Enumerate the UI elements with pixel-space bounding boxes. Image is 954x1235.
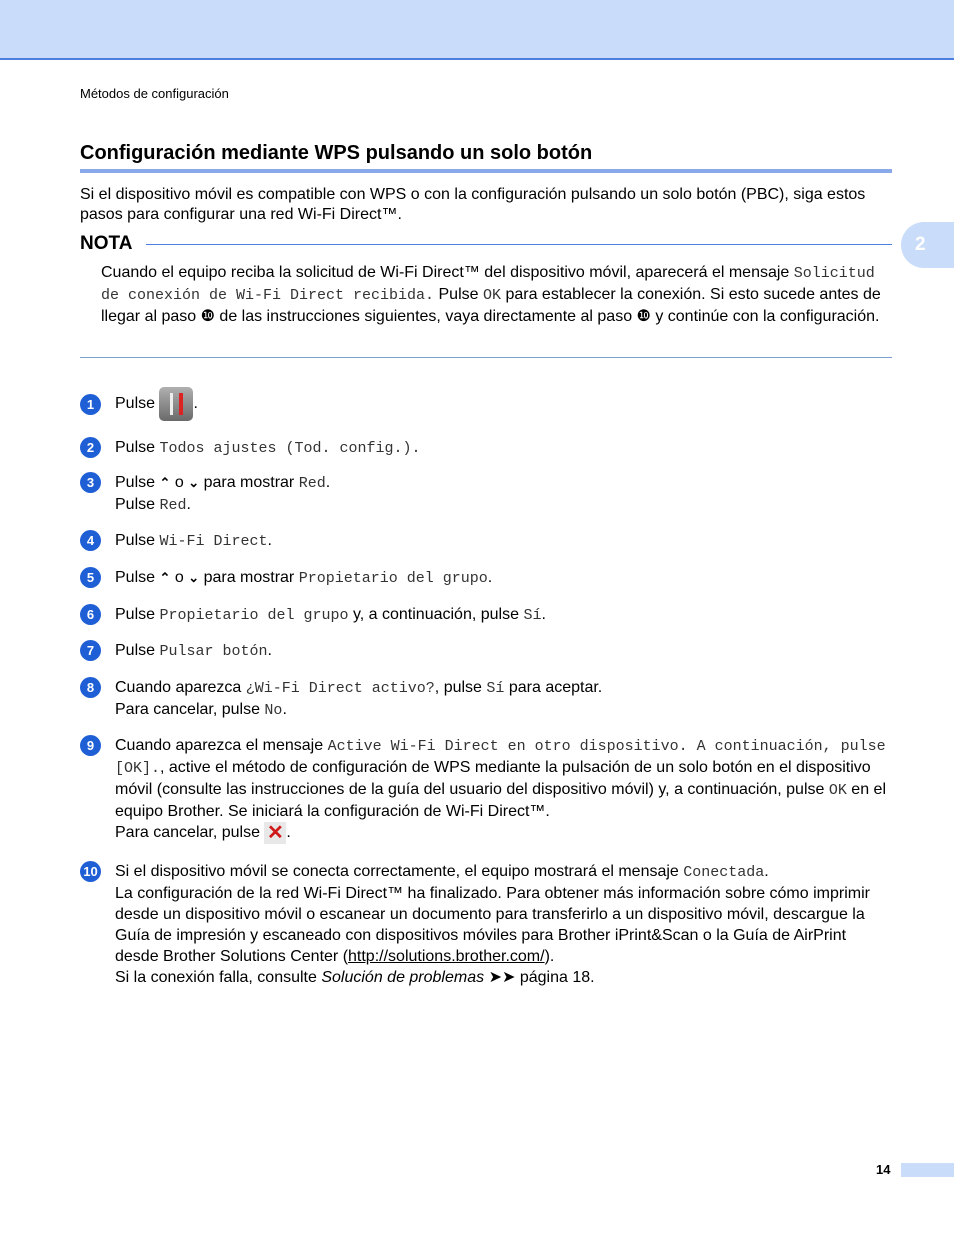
step-number: 4 bbox=[80, 530, 101, 551]
step-10: 10 Si el dispositivo móvil se conecta correctamente, el equipo mostrará el mensaje Conectada. La configuración de la red Wi-Fi Direct™ ha finalizado. Para obtener más información sobre cómo imprimir desde un dispositivo móvil o escanear un documento para transferirlo a un dispositivo móvil, descargue la Guía de impresión y escaneado con dispositivos móviles para Brother iPrint&Scan o la Guía de AirPrint desde Brother Solutions Center (http://solutions.brother.com/). Si la conexión falla, consulte Solución de problemas ➤➤ página 18. bbox=[80, 861, 892, 988]
nota-label: NOTA bbox=[80, 233, 133, 254]
running-header: Métodos de configuración bbox=[80, 86, 229, 101]
intro-paragraph: Si el dispositivo móvil es compatible con WPS o con la configuración pulsando un solo botón (PBC), siga estos pasos para configurar una red Wi-Fi Direct™. bbox=[80, 186, 866, 223]
step-number: 5 bbox=[80, 567, 101, 588]
top-banner bbox=[0, 0, 954, 60]
nota-text: Cuando el equipo reciba la solicitud de Wi-Fi Direct™ del dispositivo móvil, aparecerá el mensaje Solicitud de conexión de Wi-Fi Direct recibida. Pulse OK para establecer la conexión. Si esto sucede antes de llegar al paso ❿ de las instrucciones siguientes, vaya directamente al paso ❿ y continúe con la configuración. bbox=[101, 264, 881, 325]
step-number: 6 bbox=[80, 604, 101, 625]
nota-rule bbox=[146, 244, 892, 245]
step-8: 8 Cuando aparezca ¿Wi-Fi Direct activo?, pulse Sí para aceptar. Para cancelar, pulse No. bbox=[80, 677, 892, 721]
step-2: 2 Pulse Todos ajustes (Tod. config.). bbox=[80, 437, 892, 459]
page-number: 14 bbox=[876, 1162, 891, 1177]
solutions-link[interactable]: http://solutions.brother.com/ bbox=[348, 948, 545, 965]
down-arrow-icon: ⌄ bbox=[188, 570, 200, 585]
step-5: 5 Pulse ⌃ o ⌄ para mostrar Propietario del grupo. bbox=[80, 567, 892, 589]
step-number: 10 bbox=[80, 861, 101, 882]
cancel-x-icon: ✕ bbox=[264, 822, 286, 844]
step-9: 9 Cuando aparezca el mensaje Active Wi-Fi Direct en otro dispositivo. A continuación, pulse [OK]., active el método de configuración de WPS mediante la pulsación de un solo botón en el dispositivo móvil (consulte las instrucciones de la guía del usuario del dispositivo móvil) y, a continuación, pulse OK en el equipo Brother. Se iniciará la configuración de Wi-Fi Direct™. Para cancelar, pulse ✕ . bbox=[80, 735, 892, 844]
settings-tools-icon bbox=[159, 387, 193, 421]
up-arrow-icon: ⌃ bbox=[159, 570, 171, 585]
nota-bottom-rule bbox=[80, 357, 892, 358]
step-number: 9 bbox=[80, 735, 101, 756]
step-7: 7 Pulse Pulsar botón. bbox=[80, 640, 892, 662]
step-number: 8 bbox=[80, 677, 101, 698]
up-arrow-icon: ⌃ bbox=[159, 475, 171, 490]
section-title: Configuración mediante WPS pulsando un solo botón bbox=[80, 142, 593, 164]
step-4: 4 Pulse Wi-Fi Direct. bbox=[80, 530, 892, 552]
double-arrow-icon: ➤➤ bbox=[488, 969, 516, 986]
down-arrow-icon: ⌄ bbox=[188, 475, 200, 490]
step-3: 3 Pulse ⌃ o ⌄ para mostrar Red. Pulse Red. bbox=[80, 472, 892, 516]
step-number: 7 bbox=[80, 640, 101, 661]
step-6: 6 Pulse Propietario del grupo y, a continuación, pulse Sí. bbox=[80, 604, 892, 626]
title-underline bbox=[80, 169, 892, 173]
page-number-bar bbox=[901, 1163, 954, 1177]
step-number: 3 bbox=[80, 472, 101, 493]
step-number: 2 bbox=[80, 437, 101, 458]
step-1: 1 Pulse . bbox=[80, 394, 892, 421]
chapter-tab: 2 bbox=[901, 222, 954, 268]
step-number: 1 bbox=[80, 394, 101, 415]
